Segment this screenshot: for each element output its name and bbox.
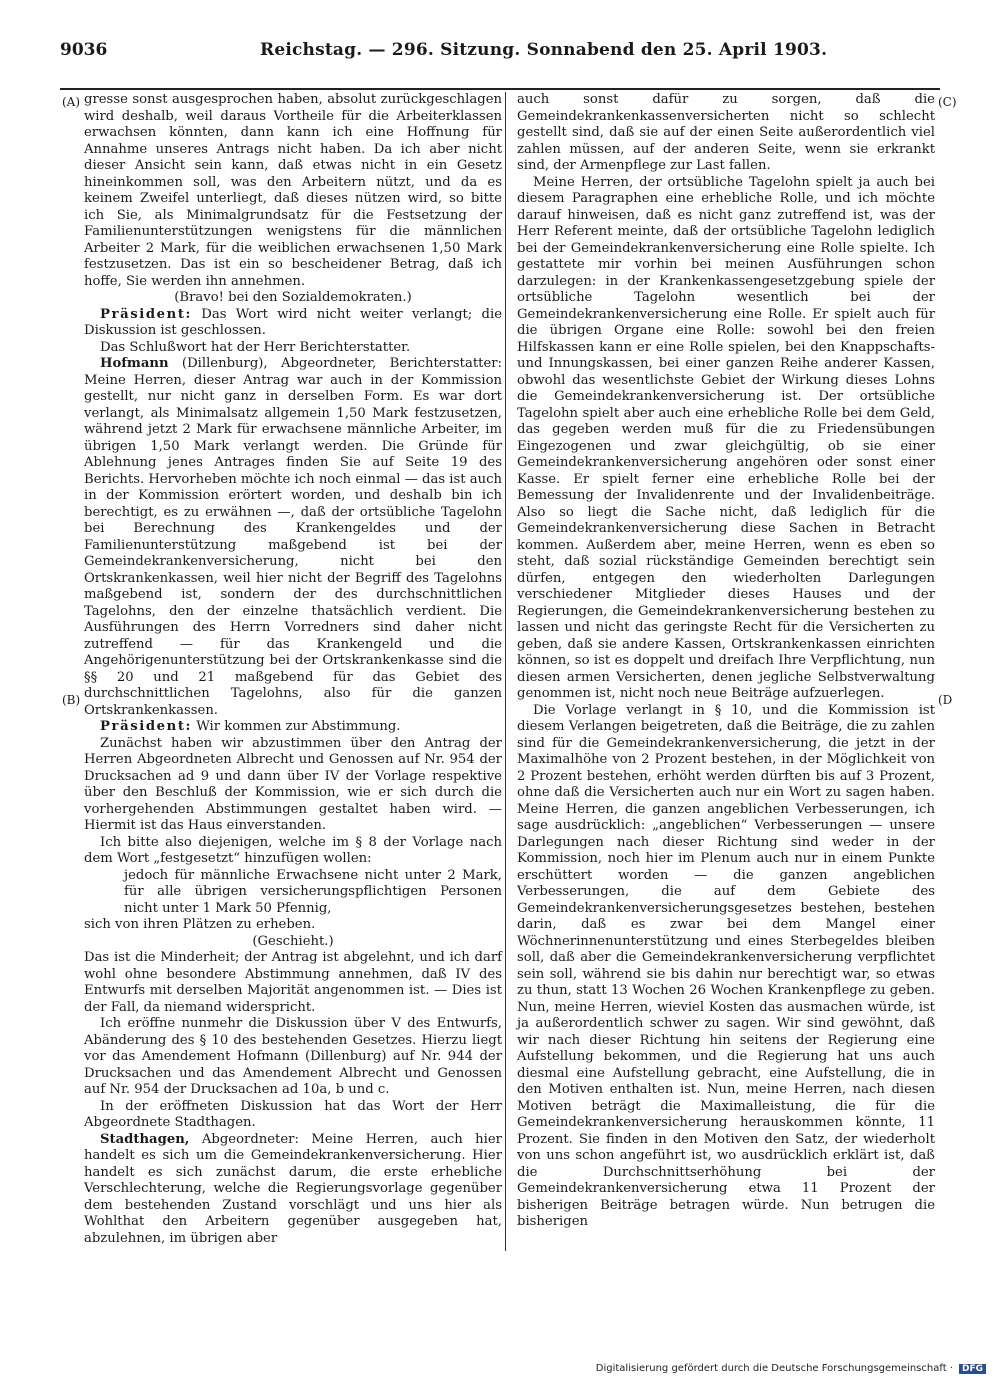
interjection: (Geschieht.) [252, 933, 334, 949]
speaker-name: Hofmann [100, 356, 169, 371]
paragraph [84, 356, 502, 719]
speech-text: Abgeordneter: Meine Herren, auch hier handelt es sich um die Gemeindekrankenversicherung. Hier handelt es sich zunächst darum, die erste erhebliche Verschlechterung, welche die Regierungsvorlage gegenüber dem bestehenden Zustand vorschlägt und uns hier als Wohlthat den Arbeitern gegenüber ausgegeben hat, abzulehnen, im übrigen aber [84, 1131, 502, 1246]
footer-text: Digitalisierung gefördert durch die Deutsche Forschungsgemeinschaft · [595, 1363, 953, 1374]
margin-marker-c: (C) [938, 95, 957, 109]
dfg-logo: DFG [959, 1364, 986, 1374]
interjection: (Bravo! bei den Sozialdemokraten.) [174, 290, 412, 305]
right-column [517, 92, 935, 1231]
speech-text: Wir kommen zur Abstimmung. [192, 719, 401, 734]
speaker-name: Präsident: [100, 719, 193, 734]
paragraph: gresse sonst ausgesprochen haben, absolut zurückgeschlagen wird deshalb, weil daraus Vortheile für die Arbeiterklassen erwachsen könnten, dann kann ich eine Hoffnung für Annahme unseres Antrags nicht haben. Da ich aber nicht dieser Ansicht sein kann, daß etwas nicht in ein Gesetz hineinkommen soll, was den Arbeitern nützt, und da es keinem Zweifel unterliegt, daß dieses nützen wird, so bitte ich Sie, als Minimalgrundsatz für die Festsetzung der Familienunterstützungen wenigstens für die männlichen Arbeiter 2 Mark, für die weiblichen erwachsenen 1,50 Mark festzusetzen. Das ist ein so bescheidener Betrag, daß ich hoffe, Sie werden ihn annehmen. [84, 92, 502, 289]
running-header [60, 34, 940, 64]
margin-marker-b: (B) [62, 693, 81, 707]
margin-marker-d: (D [938, 693, 953, 707]
paragraph: Ich bitte also diejenigen, welche im § 8 der Vorlage nach dem Wort „festgesetzt“ hinzufügen wollen: [84, 834, 502, 866]
paragraph [84, 719, 502, 736]
paragraph [84, 1132, 502, 1248]
page-number: 9036 [60, 40, 108, 60]
paragraph [84, 307, 502, 340]
quoted-amendment: jedoch für männliche Erwachsene nicht unter 2 Mark, für alle übrigen versicherungspflichtigen Personen nicht unter 1 Mark 50 Pfennig, [124, 867, 502, 916]
paragraph: Zunächst haben wir abzustimmen über den Antrag der Herren Abgeordneten Albrecht und Genossen auf Nr. 954 der Drucksachen ad 9 und dann über IV der Vorlage respektive über den Beschluß der Kommission, wie er sich durch die vorhergehenden Abstimmungen gestaltet haben wird. — Hiermit ist das Haus einverstanden. [84, 735, 502, 833]
header-rule [60, 88, 940, 90]
column-separator [505, 92, 506, 1251]
speaker-name: Stadthagen, [100, 1131, 190, 1147]
paragraph: sich von ihren Plätzen zu erheben. [84, 917, 316, 932]
paragraph: auch sonst dafür zu sorgen, daß die Gemeindekrankenkassenversicherten nicht so schlecht gestellt sind, daß sie auf der einen Seite außerordentlich viel zahlen müssen, auf der anderen Seite, wenn sie erkrankt sind, der Armenpflege zur Last fallen. [517, 92, 935, 173]
header-title: Reichstag. — 296. Sitzung. Sonnabend den 25. April 1903. [260, 40, 828, 60]
paragraph: Meine Herren, der ortsübliche Tagelohn spielt ja auch bei diesem Paragraphen eine erhebliche Rolle, und ich möchte darauf hinweisen, daß es nicht ganz zutreffend ist, was der Herr Referent meinte, daß der ortsübliche Tagelohn lediglich bei der Gemeindekrankenversicherung eine Rolle spielte. Ich gestattete mir vorhin bei meinen Ausführungen schon darzulegen: in der Krankenkassengesetzgebung spiele der ortsübliche Tagelohn wesentlich bei der Gemeindekrankenversicherung eine Rolle. Er spielt auch für die übrigen Organe eine Rolle: sowohl bei den freien Hilfskassen kann er eine Rolle spielen, bei den Knappschafts- und Innungskassen, bei einer ganzen Reihe anderer Kassen, obwohl das wesentlichste Gebiet der Wirkung dieses Lohns die Gemeindekrankenversicherung ist. Der ortsübliche Tagelohn spielt aber auch eine erhebliche Rolle bei dem Geld, das gegeben werden muß für die zu Friedensübungen Eingezogenen und zwar gleichgültig, ob sie einer Gemeindekrankenversicherung angehören oder sonst einer Kasse. Er spielt ferner eine erhebliche Rolle bei der Bemessung der Invalidenrente und der Invalidenbeiträge. Also so liegt die Sache nicht, daß lediglich für die Gemeindekrankenversicherung diese Sachen in Betracht kommen. Außerdem aber, meine Herren, wenn es eben so steht, daß sozial rückständige Gemeinden berechtigt sein dürfen, entgegen den wiederholten Darlegungen verschiedener Mitglieder dieses Hauses und der Regierungen, die Gemeindekrankenversicherung bestehen zu lassen und nicht das geringste Recht für die Versicherten zu geben, daß sie andere Kassen, Ortskrankenkassen einrichten können, so ist es doppelt und dreifach Ihre Verpflichtung, nun diesen armen Versicherten, denen jegliche Selbstverwaltung genommen ist, nicht noch neue Beiträge aufzuerlegen. [517, 174, 935, 701]
speech-text: (Dillenburg), Abgeordneter, Berichterstatter: Meine Herren, dieser Antrag war auch in der Kommission gestellt, nur nicht ganz in derselben Form. Es war dort verlangt, als Minimalsatz allgemein 1,50 Mark festzusetzen, während jetzt 2 Mark für erwachsene männliche Arbeiter, im übrigen 1,50 Mark verlangt werden. Die Gründe für Ablehnung jenes Antrages finden Sie auf Seite 19 des Berichts. Hervorheben möchte ich noch einmal — das ist auch in der Kommission erörtert worden, und deshalb bin ich berechtigt, es zu erwähnen —, daß der ortsübliche Tagelohn bei Berechnung des Krankengeldes und der Familienunterstützung maßgebend ist bei der Gemeindekrankenversicherung, nicht bei den Ortskrankenkassen, weil hier nicht der Begriff des Tagelohns maßgebend ist, sondern der des durchschnittlichen Tagelohns, den der einzelne thatsächlich verdient. Die Ausführungen des Herrn Vorredners sind daher nicht zutreffend — für das Krankengeld und die Angehörigenunterstützung bei der Ortskrankenkasse sind die §§ 20 und 21 maßgebend für das Gebiet des durchschnittlichen Tagelohns, also für die ganzen Ortskrankenkassen. [84, 356, 502, 718]
margin-marker-a: (A) [62, 95, 81, 109]
footer-credit [596, 1363, 986, 1374]
paragraph: Das Schlußwort hat der Herr Berichterstatter. [100, 339, 411, 355]
paragraph: Die Vorlage verlangt in § 10, und die Kommission ist diesem Verlangen beigetreten, daß die Beiträge, die zu zahlen sind für die Gemeindekrankenversicherung, die jetzt in der Maximalhöhe von 2 Prozent bestehen, in der Möglichkeit von 2 Prozent bestehen, erhöht werden dürften bis auf 3 Prozent, ohne daß die Versicherten auch nur ein Wort zu sagen haben. Meine Herren, die ganzen angeblichen Verbesserungen, ich sage ausdrücklich: „angeblichen“ Verbesserungen — unsere Darlegungen nach dieser Richtung sind weder in der Kommission, noch hier im Plenum auch nur in einem Punkte erschüttert worden — die ganzen angeblichen Verbesserungen, die auf dem Gebiete des Gemeindekrankenversicherungsgesetzes bestehen, bestehen darin, daß es zwar bei dem Mangel einer Wöchnerinnenunterstützung und eines Sterbegeldes bleiben soll, daß aber die Gemeindekrankenversicherung verpflichtet sein soll, während sie bis dahin nur berechtigt war, so etwas zu thun, statt 13 Wochen 26 Wochen Krankenpflege zu geben. Nun, meine Herren, wieviel Kosten das ausmachen würde, ist ja außerordentlich schwer zu sagen. Wir sind gewöhnt, daß wir nach dieser Richtung hin seitens der Regierung eine Aufstellung bekommen, und die Regierung hat uns auch diesmal eine Aufstellung gebracht, eine Aufstellung, die in den Motiven enthalten ist. Nun, meine Herren, nach diesen Motiven beträgt die Maximalleistung, die für die Gemeindekrankenversicherung herauskommen könnte, 11 Prozent. Sie finden in den Motiven den Satz, der wiederholt von uns schon angeführt ist, wo ausdrücklich erklärt ist, daß die Durchschnittserhöhung bei der Gemeindekrankenversicherung etwa 11 Prozent der bisherigen Beiträge betragen würde. Nun betrugen die bisherigen [517, 702, 935, 1229]
left-column [84, 92, 502, 1247]
speech-text: Das Wort wird nicht weiter verlangt; die Diskussion ist geschlossen. [84, 306, 502, 338]
paragraph: In der eröffneten Diskussion hat das Wort der Herr Abgeordnete Stadthagen. [84, 1098, 502, 1130]
paragraph: Das ist die Minderheit; der Antrag ist abgelehnt, und ich darf wohl ohne besondere Abstimmung annehmen, daß IV des Entwurfs mit derselben Majorität angenommen ist. — Dies ist der Fall, da niemand widerspricht. [84, 950, 502, 1015]
paragraph: Ich eröffne nunmehr die Diskussion über V des Entwurfs, Abänderung des § 10 des bestehenden Gesetzes. Hierzu liegt vor das Amendement Hofmann (Dillenburg) auf Nr. 944 der Drucksachen und das Amendement Albrecht und Genossen auf Nr. 954 der Drucksachen ad 10a, b und c. [84, 1016, 502, 1097]
speaker-name: Präsident: [100, 306, 193, 322]
